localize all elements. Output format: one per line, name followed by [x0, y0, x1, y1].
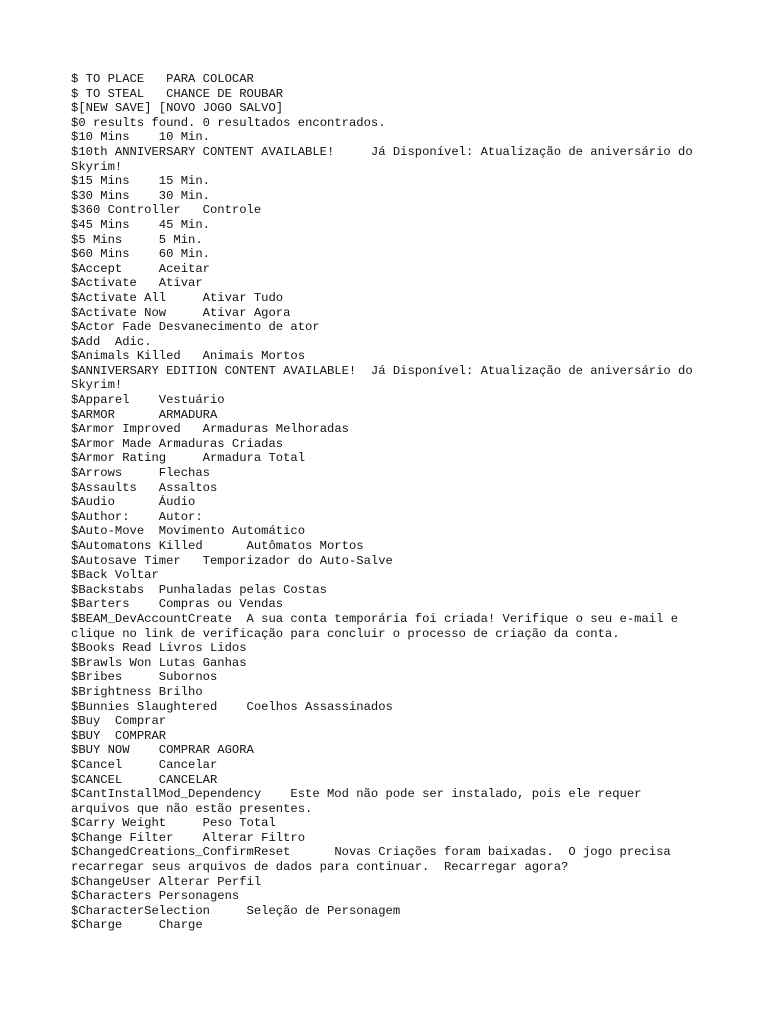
- string-key: $BUY NOW: [71, 743, 130, 758]
- translated-text: Temporizador do Auto-Salve: [202, 553, 393, 568]
- string-key: $ANNIVERSARY EDITION CONTENT AVAILABLE!: [71, 363, 357, 378]
- string-key: $ TO STEAL: [71, 86, 145, 101]
- key-value-separator: [166, 451, 203, 465]
- string-key: $Backstabs: [71, 582, 145, 597]
- string-key: $360 Controller: [71, 203, 181, 218]
- key-value-separator: [144, 72, 166, 86]
- translation-line: [71, 72, 701, 87]
- key-value-separator: [166, 306, 203, 320]
- key-value-separator: [100, 335, 115, 349]
- key-value-separator: [130, 130, 159, 144]
- translated-text: Punhaladas pelas Costas: [158, 582, 327, 597]
- string-key: $Cancel: [71, 757, 123, 772]
- string-key: $CantInstallMod_Dependency: [71, 787, 262, 802]
- translation-line: [71, 422, 701, 437]
- translated-text: COMPRAR AGORA: [158, 743, 254, 758]
- string-key: $5 Mins: [71, 232, 123, 247]
- key-value-separator: [122, 466, 159, 480]
- translation-line: [71, 685, 701, 700]
- key-value-separator: [173, 831, 202, 845]
- translated-text: Comprar: [114, 714, 167, 729]
- string-key: $ChangedCreations_ConfirmReset: [71, 845, 291, 860]
- translation-line: [71, 773, 701, 788]
- key-value-separator: [130, 743, 159, 757]
- translation-line: [71, 904, 701, 919]
- translated-text: Vestuário: [158, 393, 225, 408]
- string-key: $Autosave Timer: [71, 553, 181, 568]
- string-key: $Bunnies Slaughtered: [71, 699, 218, 714]
- key-value-separator: [122, 773, 159, 787]
- translation-line: [71, 320, 701, 335]
- string-key: $Change Filter: [71, 830, 174, 845]
- string-key: $Add: [71, 334, 101, 349]
- key-value-separator: [217, 700, 246, 714]
- string-key: $30 Mins: [71, 188, 130, 203]
- string-key: $10th ANNIVERSARY CONTENT AVAILABLE!: [71, 144, 335, 159]
- translated-text: 15 Min.: [158, 174, 210, 189]
- string-key: $Charge: [71, 918, 123, 933]
- key-value-separator: [137, 276, 159, 290]
- key-value-separator: [130, 597, 159, 611]
- translation-line: [71, 743, 701, 758]
- translation-line: [71, 247, 701, 262]
- string-key: $Audio: [71, 495, 115, 510]
- translation-line: [71, 758, 701, 773]
- translated-text: Desvanecimento de ator: [158, 320, 320, 335]
- translated-text: 0 resultados encontrados.: [202, 115, 386, 130]
- translated-text: CHANCE DE ROUBAR: [166, 86, 284, 101]
- translated-text: A sua conta temporária foi criada! Verifique o seu e-mail e clique no link de verificação para concluir o processo de criação da conta.: [71, 611, 686, 641]
- string-key: $BUY: [71, 728, 101, 743]
- string-key: $Books Read: [71, 641, 152, 656]
- translated-text: Flechas: [158, 466, 210, 481]
- translation-line: [71, 787, 701, 816]
- key-value-separator: [137, 481, 159, 495]
- translation-line: [71, 670, 701, 685]
- string-key: $ChangeUser: [71, 874, 152, 889]
- translation-line: [71, 145, 701, 174]
- translation-line: [71, 510, 701, 525]
- string-key: $Author:: [71, 509, 130, 524]
- translated-text: Livros Lidos: [158, 641, 247, 656]
- string-key: $ARMOR: [71, 407, 115, 422]
- string-key: $Carry Weight: [71, 816, 167, 831]
- string-key: $Assaults: [71, 480, 137, 495]
- key-value-separator: [290, 845, 334, 859]
- translation-line: [71, 714, 701, 729]
- translation-line: [71, 262, 701, 277]
- translated-text: Voltar: [114, 568, 159, 583]
- translation-line: [71, 218, 701, 233]
- translated-text: Armaduras Melhoradas: [202, 422, 349, 437]
- translated-text: Ativar Tudo: [202, 290, 284, 305]
- translation-line: [71, 203, 701, 218]
- translation-line: [71, 335, 701, 350]
- key-value-separator: [122, 262, 159, 276]
- translated-text: 60 Min.: [158, 247, 210, 262]
- translation-line: [71, 918, 701, 933]
- translated-text: Aceitar: [158, 261, 210, 276]
- key-value-separator: [144, 583, 159, 597]
- string-key: $Buy: [71, 714, 101, 729]
- key-value-separator: [181, 554, 203, 568]
- string-key: $Accept: [71, 261, 123, 276]
- key-value-separator: [144, 524, 159, 538]
- translated-text: Personagens: [158, 889, 240, 904]
- translated-text: COMPRAR: [114, 728, 167, 743]
- translation-line: [71, 174, 701, 189]
- translated-text: Compras ou Vendas: [158, 597, 284, 612]
- key-value-separator: [144, 87, 166, 101]
- translated-text: Novas Criações foram baixadas. O jogo precisa recarregar seus arquivos de dados para continuar. Recarregar agora?: [71, 845, 679, 875]
- key-value-separator: [151, 320, 158, 334]
- translated-text: Animais Mortos: [202, 349, 306, 364]
- string-key: $Brawls Won: [71, 655, 152, 670]
- string-key: $Bribes: [71, 670, 123, 685]
- translation-line: [71, 524, 701, 539]
- key-value-separator: [100, 714, 115, 728]
- translation-line: [71, 889, 701, 904]
- key-value-separator: [130, 393, 159, 407]
- translation-line: [71, 656, 701, 671]
- translated-text: Assaltos: [158, 480, 218, 495]
- translated-text: Ativar: [158, 276, 203, 291]
- translation-line: [71, 481, 701, 496]
- translated-text: 10 Min.: [158, 130, 210, 145]
- translated-text: ARMADURA: [158, 407, 218, 422]
- key-value-separator: [334, 145, 371, 159]
- string-key: $Activate Now: [71, 305, 167, 320]
- translated-text: CANCELAR: [158, 772, 218, 787]
- translation-line: [71, 700, 701, 715]
- translation-line: [71, 554, 701, 569]
- string-key: $Armor Rating: [71, 451, 167, 466]
- translated-text: 5 Min.: [158, 232, 203, 247]
- key-value-separator: [210, 904, 247, 918]
- translated-text: 30 Min.: [158, 188, 210, 203]
- key-value-separator: [122, 233, 159, 247]
- key-value-separator: [130, 218, 159, 232]
- string-key: $CharacterSelection: [71, 903, 210, 918]
- translated-text: Peso Total: [202, 816, 276, 831]
- key-value-separator: [166, 291, 203, 305]
- string-key: $10 Mins: [71, 130, 130, 145]
- string-key: $Barters: [71, 597, 130, 612]
- translated-text: Seleção de Personagem: [246, 903, 401, 918]
- translation-line: [71, 451, 701, 466]
- translated-text: Charge: [158, 918, 203, 933]
- translated-text: Controle: [202, 203, 262, 218]
- translated-text: Alterar Perfil: [158, 874, 262, 889]
- key-value-separator: [151, 889, 158, 903]
- translated-text: Áudio: [158, 495, 196, 510]
- translation-line: [71, 568, 701, 583]
- key-value-separator: [122, 670, 159, 684]
- translated-text: Este Mod não pode ser instalado, pois ele requer arquivos que não estão presentes.: [71, 787, 649, 816]
- translation-line: [71, 130, 701, 145]
- string-key: $CANCEL: [71, 772, 123, 787]
- key-value-separator: [166, 816, 203, 830]
- translation-line: [71, 276, 701, 291]
- key-value-separator: [100, 729, 115, 743]
- string-key: $ TO PLACE: [71, 72, 145, 86]
- string-key: $Actor Fade: [71, 320, 152, 335]
- translation-line: [71, 291, 701, 306]
- translation-line: [71, 306, 701, 321]
- string-key: $15 Mins: [71, 174, 130, 189]
- string-key: $Armor Made: [71, 436, 152, 451]
- translated-text: Armaduras Criadas: [158, 436, 284, 451]
- translated-text: Armadura Total: [202, 451, 306, 466]
- translated-text: Autômatos Mortos: [246, 539, 364, 553]
- key-value-separator: [115, 408, 159, 422]
- key-value-separator: [108, 568, 115, 582]
- translation-document: [71, 72, 701, 933]
- translated-text: [NOVO JOGO SALVO]: [158, 101, 284, 116]
- translated-text: PARA COLOCAR: [166, 72, 254, 86]
- translated-text: Coelhos Assassinados: [246, 699, 393, 714]
- key-value-separator: [151, 875, 158, 889]
- translation-line: [71, 539, 701, 554]
- translated-text: Cancelar: [158, 757, 218, 772]
- translated-text: 45 Min.: [158, 217, 210, 232]
- translated-text: Já Disponível: Atualização de aniversário do Skyrim!: [71, 363, 701, 393]
- key-value-separator: [151, 437, 158, 451]
- key-value-separator: [151, 685, 158, 699]
- string-key: $[NEW SAVE]: [71, 101, 152, 116]
- string-key: $Apparel: [71, 393, 130, 408]
- key-value-separator: [261, 787, 290, 801]
- key-value-separator: [122, 918, 159, 932]
- key-value-separator: [356, 364, 371, 378]
- translated-text: Subornos: [158, 670, 218, 685]
- translated-text: Autor:: [158, 509, 203, 524]
- key-value-separator: [151, 656, 158, 670]
- string-key: $Brightness: [71, 684, 152, 699]
- string-key: $Animals Killed: [71, 349, 181, 364]
- translation-line: [71, 466, 701, 481]
- translation-line: [71, 116, 701, 131]
- string-key: $Characters: [71, 889, 152, 904]
- string-key: $Activate All: [71, 290, 167, 305]
- translation-line: [71, 729, 701, 744]
- key-value-separator: [130, 174, 159, 188]
- key-value-separator: [130, 510, 159, 524]
- string-key: $Activate: [71, 276, 137, 291]
- key-value-separator: [203, 539, 247, 553]
- string-key: $Back: [71, 568, 108, 583]
- translated-text: Movimento Automático: [158, 524, 306, 539]
- translated-text: Já Disponível: Atualização de aniversário do Skyrim!: [71, 144, 701, 174]
- key-value-separator: [130, 247, 159, 261]
- string-key: $60 Mins: [71, 247, 130, 262]
- translated-text: Ativar Agora: [202, 305, 291, 320]
- string-key: $45 Mins: [71, 217, 130, 232]
- translated-text: Brilho: [158, 684, 203, 699]
- translation-line: [71, 612, 701, 641]
- key-value-separator: [195, 116, 202, 130]
- translation-line: [71, 583, 701, 598]
- translation-line: [71, 233, 701, 248]
- string-key: $0 results found.: [71, 115, 196, 130]
- translated-text: Alterar Filtro: [202, 830, 306, 845]
- translation-line: [71, 597, 701, 612]
- translated-text: Adic.: [114, 334, 152, 349]
- key-value-separator: [151, 641, 158, 655]
- key-value-separator: [151, 101, 158, 115]
- translation-line: [71, 408, 701, 423]
- translation-line: [71, 189, 701, 204]
- translation-line: [71, 393, 701, 408]
- translation-line: [71, 641, 701, 656]
- key-value-separator: [181, 349, 203, 363]
- key-value-separator: [130, 189, 159, 203]
- translation-line: [71, 101, 701, 116]
- translation-line: [71, 845, 701, 874]
- key-value-separator: [181, 422, 203, 436]
- translation-line: [71, 875, 701, 890]
- string-key: $Auto-Move: [71, 524, 145, 539]
- translation-line: [71, 495, 701, 510]
- string-key: $BEAM_DevAccountCreate: [71, 611, 232, 626]
- translation-line: [71, 349, 701, 364]
- key-value-separator: [232, 612, 247, 626]
- string-key: $Armor Improved: [71, 422, 181, 437]
- key-value-separator: [181, 203, 203, 217]
- key-value-separator: [115, 495, 159, 509]
- translation-line: [71, 364, 701, 393]
- translated-text: Lutas Ganhas: [158, 655, 247, 670]
- translation-line: [71, 87, 701, 102]
- translation-line: [71, 831, 701, 846]
- translation-line: [71, 816, 701, 831]
- key-value-separator: [122, 758, 159, 772]
- string-key: $Arrows: [71, 466, 123, 481]
- translation-line: [71, 437, 701, 452]
- string-key: $Automatons Killed: [71, 539, 203, 553]
